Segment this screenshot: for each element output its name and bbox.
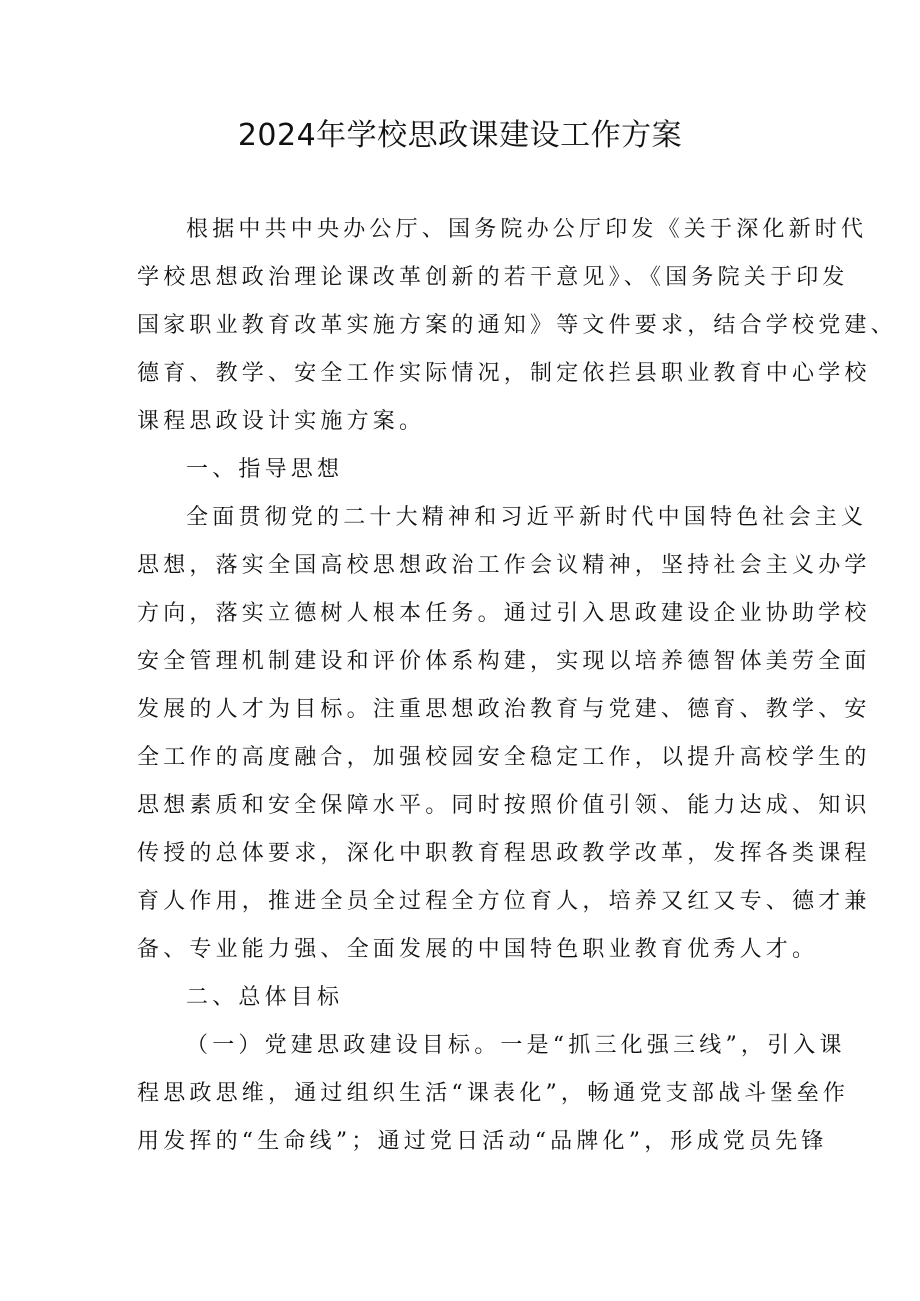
paragraph-line: 全工作的高度融合，加强校园安全稳定工作，以提升高校学生的	[137, 745, 871, 770]
section-heading: 一、指导思想	[186, 457, 344, 482]
paragraph-line: 国家职业教育改革实施方案的通知》等文件要求，结合学校党建、	[137, 313, 897, 338]
paragraph-line: 全面贯彻党的二十大精神和习近平新时代中国特色社会主义	[186, 505, 868, 530]
paragraph-line: 备、专业能力强、全面发展的中国特色职业教育优秀人才。	[137, 937, 819, 962]
paragraph-line: 用发挥的“生命线”；通过党日活动“品牌化”，形成党员先锋	[137, 1129, 828, 1154]
paragraph-line: 程思政思维，通过组织生活“课表化”，畅通党支部战斗堡垒作	[137, 1081, 850, 1106]
document-title: 2024年学校思政课建设工作方案	[237, 118, 683, 153]
paragraph-line: 根据中共中央办公厅、国务院办公厅印发《关于深化新时代	[186, 217, 868, 242]
paragraph-line: 思想素质和安全保障水平。同时按照价值引领、能力达成、知识	[137, 793, 871, 818]
paragraph-line: 思想，落实全国高校思想政治工作会议精神，坚持社会主义办学	[137, 553, 871, 578]
section-heading: 二、总体目标	[186, 985, 344, 1010]
paragraph-line: 安全管理机制建设和评价体系构建，实现以培养德智体美劳全面	[137, 649, 871, 674]
paragraph-line: 德育、教学、安全工作实际情况，制定依拦县职业教育中心学校	[137, 361, 871, 386]
paragraph-line: 育人作用，推进全员全过程全方位育人，培养又红又专、德才兼	[137, 889, 871, 914]
paragraph-line: 学校思想政治理论课改革创新的若干意见》、《国务院关于印发	[137, 265, 849, 290]
paragraph-line: 发展的人才为目标。注重思想政治教育与党建、德育、教学、安	[137, 697, 871, 722]
paragraph-line: 传授的总体要求，深化中职教育程思政教学改革，发挥各类课程	[137, 841, 871, 866]
paragraph-line: 课程思政设计实施方案。	[137, 409, 426, 434]
document-body	[137, 206, 897, 1166]
paragraph-line: （一）党建思政建设目标。一是“抓三化强三线”，引入课	[186, 1033, 846, 1058]
paragraph-line: 方向，落实立德树人根本任务。通过引入思政建设企业协助学校	[137, 601, 871, 626]
